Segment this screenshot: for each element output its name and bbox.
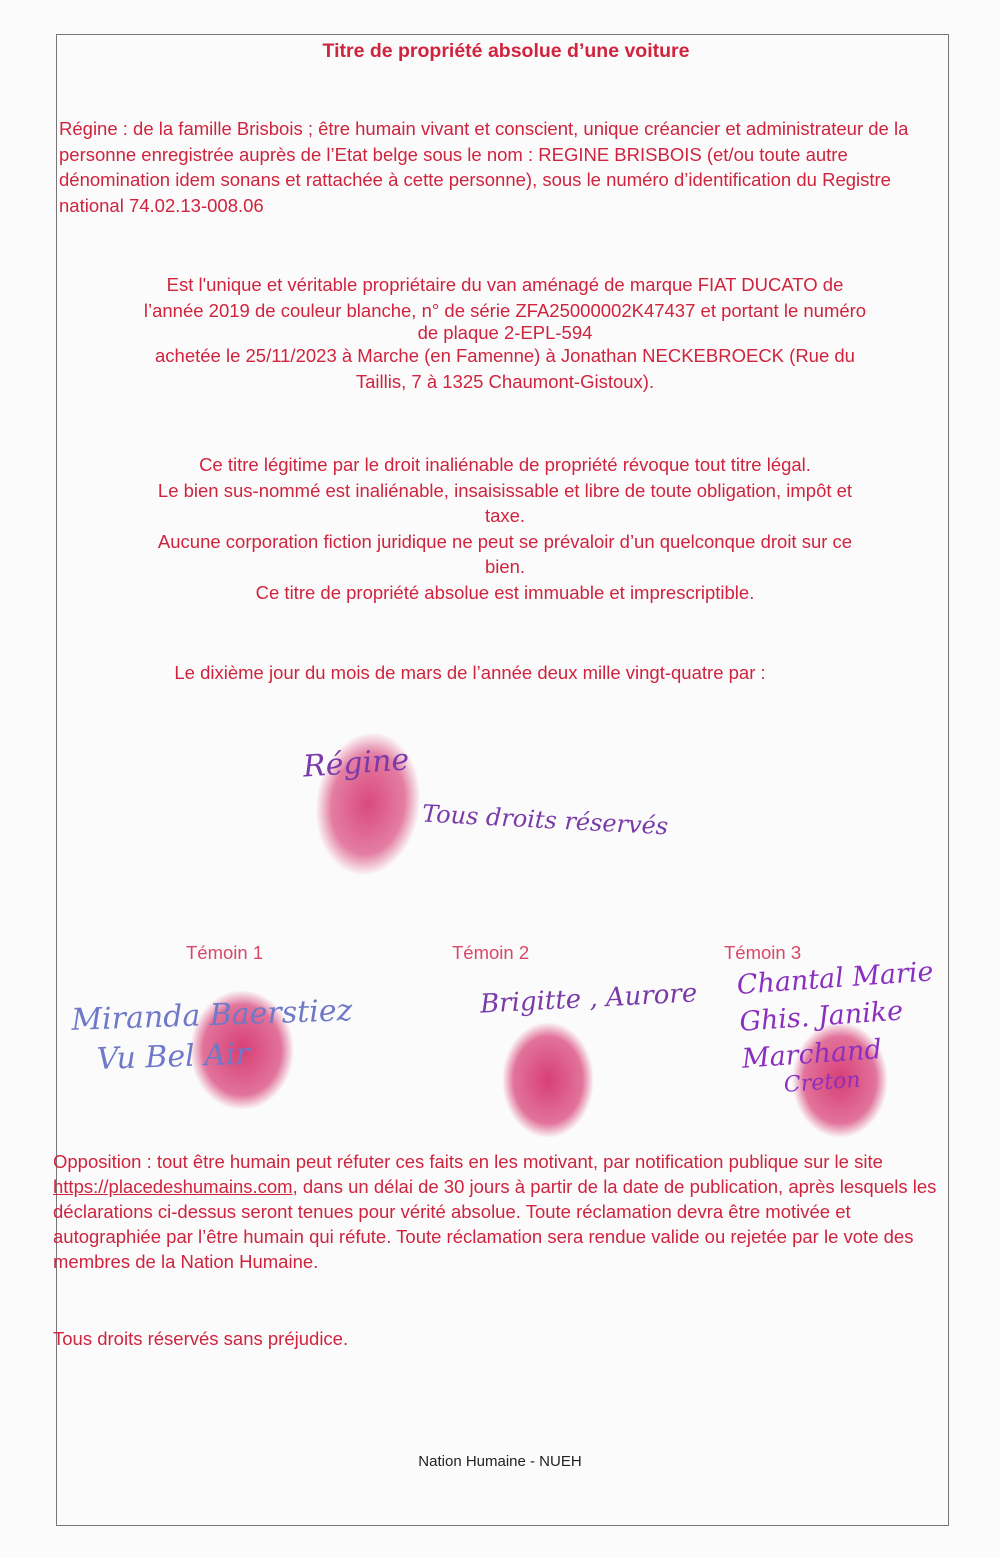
page-footer: Nation Humaine - NUEH	[418, 1453, 582, 1470]
declaration-line: Ce titre légitime par le droit inaliénable de propriété révoque tout titre légal.	[199, 454, 811, 475]
opposition-paragraph	[53, 1149, 943, 1274]
signature-line: Vu Bel Air	[96, 1036, 251, 1078]
vehicle-line: achetée le 25/11/2023 à Marche (en Famenne) à Jonathan NECKEBROECK (Rue du	[155, 345, 855, 366]
owner-paragraph: Régine : de la famille Brisbois ; être humain vivant et conscient, unique créancier et administrateur de la personne enregistrée auprès de l’Etat belge sous le nom : REGINE BRISBOIS (et/ou toute autre dénomination idem sonans et rattachée à cette personne), sous le numéro d’identification du Registre national 74.02.13-008.06	[59, 118, 909, 216]
owner-signature: Régine	[301, 742, 411, 785]
signature-line: Marchand	[740, 1034, 883, 1075]
declaration-line: Ce titre de propriété absolue est immuable et imprescriptible.	[255, 581, 755, 603]
witness-3-label: Témoin 3	[724, 942, 802, 963]
vehicle-line: de plaque 2-EPL-594	[417, 322, 593, 343]
signature-line: Brigitte , Aurore	[479, 978, 698, 1020]
witness-1-label: Témoin 1	[186, 942, 264, 963]
placedeshumains-link[interactable]: https://placedeshumains.com	[53, 1176, 293, 1197]
witness-2-fingerprint	[502, 1022, 594, 1138]
owner-signature-note: Tous droits réservés	[421, 799, 669, 841]
vehicle-line: Est l'unique et véritable propriétaire du van aménagé de marque FIAT DUCATO de	[166, 274, 844, 295]
witness-2-label: Témoin 2	[452, 942, 530, 963]
vehicle-line: l’année 2019 de couleur blanche, n° de série ZFA25000002K47437 et portant le numéro	[143, 299, 867, 321]
witness-1-signature	[71, 991, 355, 1081]
declaration-line: Le bien sus-nommé est inaliénable, insaisissable et libre de toute obligation, impôt et	[157, 479, 853, 501]
vehicle-line: Taillis, 7 à 1325 Chaumont-Gistoux).	[355, 370, 655, 392]
opposition-text: Opposition : tout être humain peut réfuter ces faits en les motivant, par notification publique sur le site	[53, 1151, 883, 1172]
signature-line: Chantal Marie	[735, 956, 935, 1001]
signature-line: Creton	[783, 1067, 862, 1098]
reservation-statement: Tous droits réservés sans préjudice.	[53, 1328, 349, 1349]
witness-3-signature	[736, 953, 942, 1099]
signature-line: Ghis. Janike	[738, 995, 905, 1038]
opposition-text-end: , dans un délai de 30 jours à partir de la date de publication, après lesquels les déclarations ci-dessus seront tenues pour vérité absolue. Toute réclamation devra être motivée et autographiée par l’être humain qui réfute. Toute réclamation sera rendue valide ou rejetée par le vote des membres de la Nation Humaine.	[53, 1176, 937, 1272]
declaration-line: Aucune corporation fiction juridique ne peut se prévaloir d’un quelconque droit sur ce	[157, 530, 853, 552]
declaration-line: taxe.	[484, 505, 526, 526]
declaration-line: bien.	[484, 556, 526, 577]
vehicle-paragraph	[60, 272, 950, 394]
signature-line: Miranda Baerstiez	[70, 993, 353, 1038]
document-title: Titre de propriété absolue d’une voiture	[322, 40, 690, 62]
date-line: Le dixième jour du mois de mars de l’année deux mille vingt-quatre par :	[174, 662, 766, 683]
declaration-paragraph	[60, 452, 950, 605]
